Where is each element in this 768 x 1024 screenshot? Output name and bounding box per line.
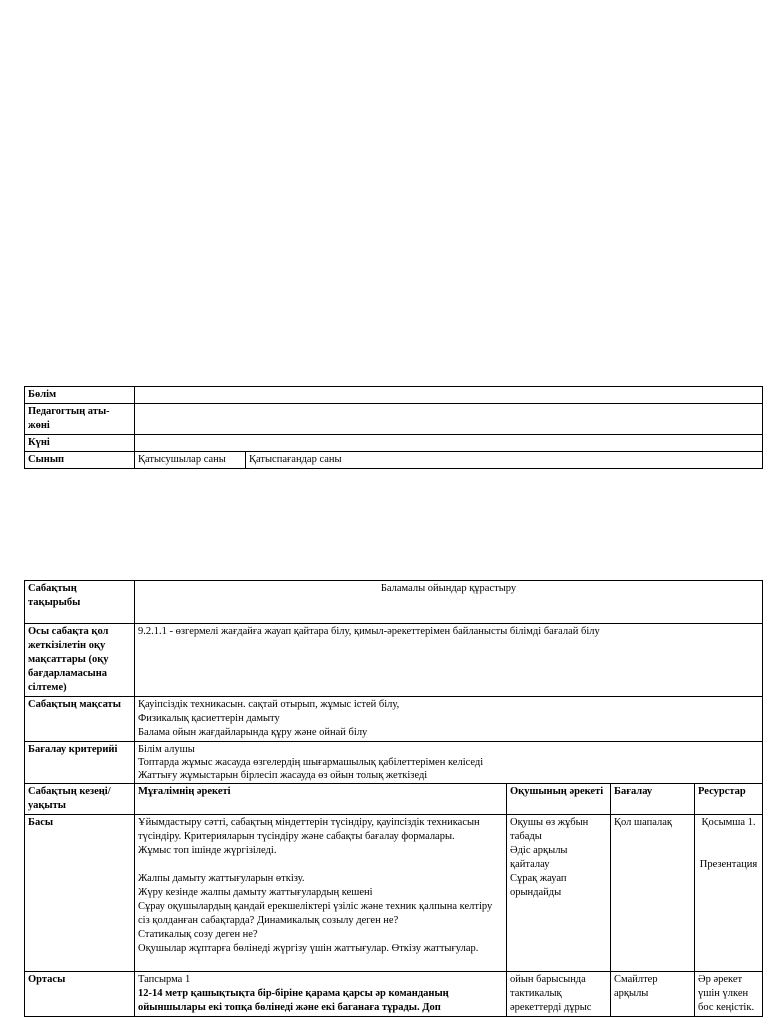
student-action-line: Оқушы өз жұбын табады bbox=[510, 817, 589, 842]
teacher-action-line: Оқушылар жұптарға бөлінеді жүргізу үшін жаттығулар. Өткізу жаттығулар. bbox=[138, 943, 479, 954]
aim-line: Физикалық қасиеттерін дамыту bbox=[138, 713, 280, 724]
start-stage-label: Басы bbox=[25, 815, 135, 972]
section-row bbox=[25, 387, 763, 404]
teacher-action-line: Жұмыс топ ішінде жүргізіледі. bbox=[138, 845, 277, 856]
middle-assessment: Смайлтер арқылы bbox=[611, 972, 695, 1017]
present-count-label: Қатысушылар саны bbox=[135, 452, 246, 469]
criteria-line: Жаттығу жұмыстарын бірлесіп жасауда өз ойын толық жеткізеді bbox=[138, 770, 428, 781]
teacher-action-line: Ұйымдастыру сәтті, сабақтың міндеттерін түсіндіру, қауіпсіздік техникасын түсіндіру. Критерияларын түсіндіру және сабақты бағалау формалары. bbox=[138, 817, 480, 842]
aim-line: Қауіпсіздік техникасын. сақтай отырып, жұмыс істей білу, bbox=[138, 699, 400, 710]
middle-student-actions: ойын барысында тактикалық әрекеттерді дұрыс bbox=[507, 972, 611, 1017]
start-teacher-actions bbox=[135, 815, 507, 972]
task-title: Тапсырма 1 bbox=[138, 974, 191, 985]
header-info-table bbox=[24, 386, 763, 469]
resource-appendix: Қосымша 1. bbox=[701, 817, 756, 828]
aim-value bbox=[135, 697, 763, 742]
columns-header-row bbox=[25, 784, 763, 815]
criteria-row bbox=[25, 742, 763, 784]
criteria-line: Топтарда жұмыс жасауда өзгелердің шығармашылық қабілеттерімен келіседі bbox=[138, 757, 484, 768]
topic-value: Баламалы ойындар құрастыру bbox=[135, 581, 763, 624]
aim-line: Балама ойын жағдайларында құру және ойнай білу bbox=[138, 727, 368, 738]
aim-label: Сабақтың мақсаты bbox=[25, 697, 135, 742]
section-value[interactable] bbox=[135, 387, 763, 404]
topic-label: Сабақтың тақырыбы bbox=[25, 581, 135, 624]
col-header-stage: Сабақтың кезеңі/ уақыты bbox=[25, 784, 135, 815]
topic-row bbox=[25, 581, 763, 624]
class-row bbox=[25, 452, 763, 469]
lesson-plan-table bbox=[24, 580, 763, 1017]
spacer bbox=[138, 858, 503, 872]
class-label: Сынып bbox=[25, 452, 135, 469]
teacher-action-line: Сұрау оқушылардың қандай ерекшеліктері үзіліс және техник қалпына келтіру сіз қолданған сабақтарда? Динамикалық созылу деген не? bbox=[138, 901, 493, 926]
spacer bbox=[698, 844, 759, 858]
teacher-value[interactable] bbox=[135, 404, 763, 435]
student-action-line: Әдіс арқылы қайталау bbox=[510, 845, 568, 870]
criteria-line: Білім алушы bbox=[138, 744, 195, 755]
col-header-assessment: Бағалау bbox=[611, 784, 695, 815]
start-assessment: Қол шапалақ bbox=[611, 815, 695, 972]
objectives-value: 9.2.1.1 - өзгермелі жағдайға жауап қайтара білу, қимыл-әрекеттерімен байланысты білімді бағалай білу bbox=[135, 624, 763, 697]
student-action-line: Сұрақ жауап орындайды bbox=[510, 873, 567, 898]
resource-presentation: Презентация bbox=[699, 859, 758, 870]
start-student-actions bbox=[507, 815, 611, 972]
col-header-student: Оқушының әрекеті bbox=[507, 784, 611, 815]
middle-teacher-actions bbox=[135, 972, 507, 1017]
col-header-resources: Ресурстар bbox=[695, 784, 763, 815]
date-label: Күні bbox=[25, 435, 135, 452]
teacher-action-line: Жүру кезінде жалпы дамыту жаттығулардың кешені bbox=[138, 887, 373, 898]
teacher-action-line: Жалпы дамыту жаттығуларын өткізу. bbox=[138, 873, 305, 884]
col-header-teacher: Мұғалімнің әрекеті bbox=[135, 784, 507, 815]
criteria-label: Бағалау критерийі bbox=[25, 742, 135, 784]
objectives-label: Осы сабақта қол жеткізілетін оқу мақсаттары (оқу бағдарламасына сілтеме) bbox=[25, 624, 135, 697]
absent-count-label: Қатыспағандар саны bbox=[246, 452, 763, 469]
aim-row bbox=[25, 697, 763, 742]
middle-stage-row bbox=[25, 972, 763, 1017]
start-stage-row bbox=[25, 815, 763, 972]
teacher-action-line: Статикалық созу деген не? bbox=[138, 929, 258, 940]
date-value[interactable] bbox=[135, 435, 763, 452]
criteria-value bbox=[135, 742, 763, 784]
middle-stage-label: Ортасы bbox=[25, 972, 135, 1017]
teacher-label: Педагогтың аты-жөні bbox=[25, 404, 135, 435]
objectives-row bbox=[25, 624, 763, 697]
spacer bbox=[698, 830, 759, 844]
section-label: Бөлім bbox=[25, 387, 135, 404]
teacher-row bbox=[25, 404, 763, 435]
task-text: 12-14 метр қашықтықта бір-біріне қарама қарсы әр команданың ойыншылары екі топқа бөлінеді және екі баганаға тұрады. Доп bbox=[138, 988, 449, 1013]
date-row bbox=[25, 435, 763, 452]
start-resources bbox=[695, 815, 763, 972]
middle-resources: Әр әрекет үшін үлкен бос кеңістік. bbox=[695, 972, 763, 1017]
